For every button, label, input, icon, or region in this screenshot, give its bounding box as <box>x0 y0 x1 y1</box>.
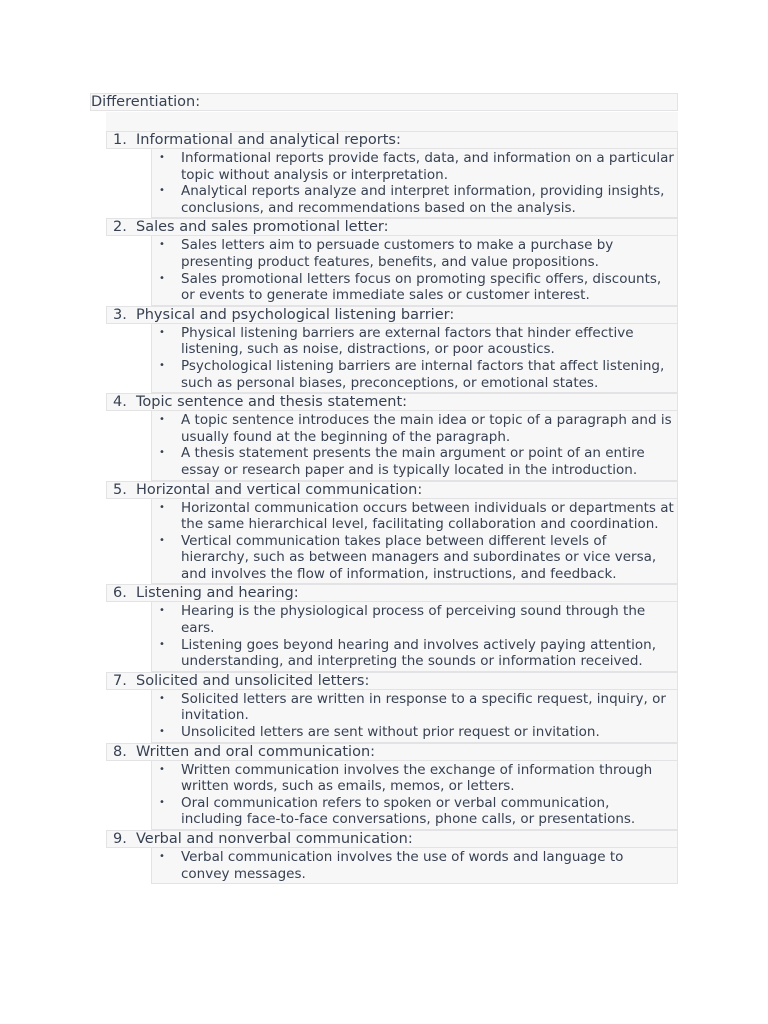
bullet-text: Written communication involves the exchange of information through written words, such as emails, memos, or letters. <box>181 761 653 795</box>
bullet-item <box>152 325 677 358</box>
list-item-number: 5. <box>113 481 127 498</box>
list-item-title <box>106 584 678 602</box>
list-item-title-text: Verbal and nonverbal communication: <box>136 831 413 847</box>
bullet-dot-icon: • <box>159 796 165 808</box>
bullet-dot-icon: • <box>159 272 165 284</box>
bullet-list <box>151 602 678 671</box>
bullet-text: A topic sentence introduces the main idea or topic of a paragraph and is usually found at the beginning of the paragraph. <box>181 412 672 445</box>
bullet-item <box>152 237 677 270</box>
list-item-title <box>106 743 678 761</box>
bullet-text: Physical listening barriers are external factors that hinder effective listening, such as noise, distractions, or poor acoustics. <box>181 324 634 358</box>
list-item-title-text: Physical and psychological listening barrier: <box>136 306 455 323</box>
list-item-title <box>106 131 678 149</box>
bullet-text: Informational reports provide facts, data, and information on a particular topic without analysis or interpretation. <box>181 150 674 183</box>
bullet-text: Sales letters aim to persuade customers to make a purchase by presenting product features, benefits, and value propositions. <box>181 237 614 270</box>
bullet-dot-icon: • <box>159 501 165 513</box>
bullet-text: A thesis statement presents the main argument or point of an entire essay or research paper and is typically located in the introduction. <box>181 445 645 478</box>
bullet-dot-icon: • <box>159 326 165 338</box>
bullet-dot-icon: • <box>159 152 165 163</box>
list-item-number: 8. <box>113 743 127 760</box>
bullet-list <box>151 149 678 218</box>
bullet-text: Analytical reports analyze and interpret information, providing insights, conclusions, and recommendations based on the analysis. <box>181 183 665 216</box>
differentiation-list <box>106 131 678 884</box>
list-item-number: 2. <box>113 219 127 236</box>
bullet-dot-icon: • <box>159 185 165 197</box>
bullet-list <box>151 411 678 480</box>
list-item-title-text: Informational and analytical reports: <box>136 132 401 148</box>
bullet-text: Verbal communication involves the use of words and language to convey messages. <box>181 849 624 882</box>
bullet-list <box>151 761 678 830</box>
bullet-item <box>152 445 677 478</box>
bullet-item <box>152 691 677 724</box>
list-item-title-text: Horizontal and vertical communication: <box>136 481 423 498</box>
bullet-text: Psychological listening barriers are internal factors that affect listening, such as personal biases, preconceptions, or emotional states. <box>181 357 665 391</box>
bullet-text: Solicited letters are written in response to a specific request, inquiry, or invitation. <box>181 690 666 724</box>
bullet-list <box>151 499 678 585</box>
bullet-dot-icon: • <box>159 638 165 650</box>
list-item-title <box>106 830 678 848</box>
list-item-title <box>106 306 678 324</box>
bullet-item <box>152 795 677 828</box>
heading-spacer <box>106 112 678 131</box>
list-item <box>106 584 678 671</box>
bullet-text: Listening goes beyond hearing and involves actively paying attention, understanding, and interpreting the sounds or information received. <box>181 636 657 670</box>
bullet-text: Oral communication refers to spoken or verbal communication, including face-to-face conversations, phone calls, or presentations. <box>181 794 636 828</box>
bullet-dot-icon: • <box>159 763 165 775</box>
bullet-item <box>152 500 677 533</box>
bullet-item <box>152 412 677 445</box>
bullet-list <box>151 848 678 884</box>
bullet-item <box>152 603 677 636</box>
list-item <box>106 672 678 743</box>
bullet-dot-icon: • <box>159 414 165 426</box>
bullet-item <box>152 358 677 391</box>
bullet-text: Sales promotional letters focus on promoting specific offers, discounts, or events to generate immediate sales or customer interest. <box>181 270 662 304</box>
bullet-dot-icon: • <box>159 239 165 251</box>
list-item-number: 7. <box>113 672 127 689</box>
list-item-number: 4. <box>113 394 127 411</box>
bullet-item <box>152 150 677 183</box>
list-item-title-text: Sales and sales promotional letter: <box>136 219 389 236</box>
bullet-item <box>152 849 677 882</box>
bullet-item <box>152 183 677 216</box>
list-item-title <box>106 393 678 411</box>
list-item-title-text: Solicited and unsolicited letters: <box>136 672 370 689</box>
bullet-item <box>152 533 677 583</box>
list-item <box>106 131 678 218</box>
bullet-dot-icon: • <box>159 447 165 459</box>
list-item-title <box>106 672 678 690</box>
list-item <box>106 743 678 830</box>
list-item <box>106 393 678 480</box>
bullet-dot-icon: • <box>159 359 165 371</box>
list-item <box>106 306 678 393</box>
bullet-dot-icon: • <box>159 851 165 862</box>
list-item-title-text: Listening and hearing: <box>136 585 299 602</box>
list-item-title <box>106 218 678 236</box>
list-item-number: 6. <box>113 585 127 602</box>
bullet-text: Vertical communication takes place between different levels of hierarchy, such as between managers and subordinates or vice versa, and involves the flow of information, instructions, and feedback. <box>181 532 657 582</box>
bullet-text: Horizontal communication occurs between individuals or departments at the same hierarchical level, facilitating collaboration and coordination. <box>181 499 674 533</box>
bullet-list <box>151 236 678 305</box>
bullet-text: Unsolicited letters are sent without prior request or invitation. <box>181 724 600 741</box>
bullet-list <box>151 690 678 743</box>
bullet-item <box>152 271 677 304</box>
bullet-dot-icon: • <box>159 534 165 546</box>
list-item-number: 9. <box>113 831 127 847</box>
list-item-title-text: Topic sentence and thesis statement: <box>136 394 408 411</box>
bullet-text: Hearing is the physiological process of perceiving sound through the ears. <box>181 603 646 637</box>
document-heading: Differentiation: <box>90 93 678 111</box>
list-item-number: 1. <box>113 132 127 148</box>
bullet-list <box>151 324 678 393</box>
bullet-dot-icon: • <box>159 726 165 738</box>
list-item-number: 3. <box>113 306 127 323</box>
bullet-dot-icon: • <box>159 605 165 617</box>
bullet-item <box>152 637 677 670</box>
bullet-item <box>152 762 677 795</box>
list-item-title <box>106 481 678 499</box>
bullet-item <box>152 724 677 741</box>
list-item <box>106 481 678 585</box>
list-item <box>106 830 678 884</box>
bullet-dot-icon: • <box>159 692 165 704</box>
list-item-title-text: Written and oral communication: <box>136 743 376 760</box>
list-item <box>106 218 678 305</box>
